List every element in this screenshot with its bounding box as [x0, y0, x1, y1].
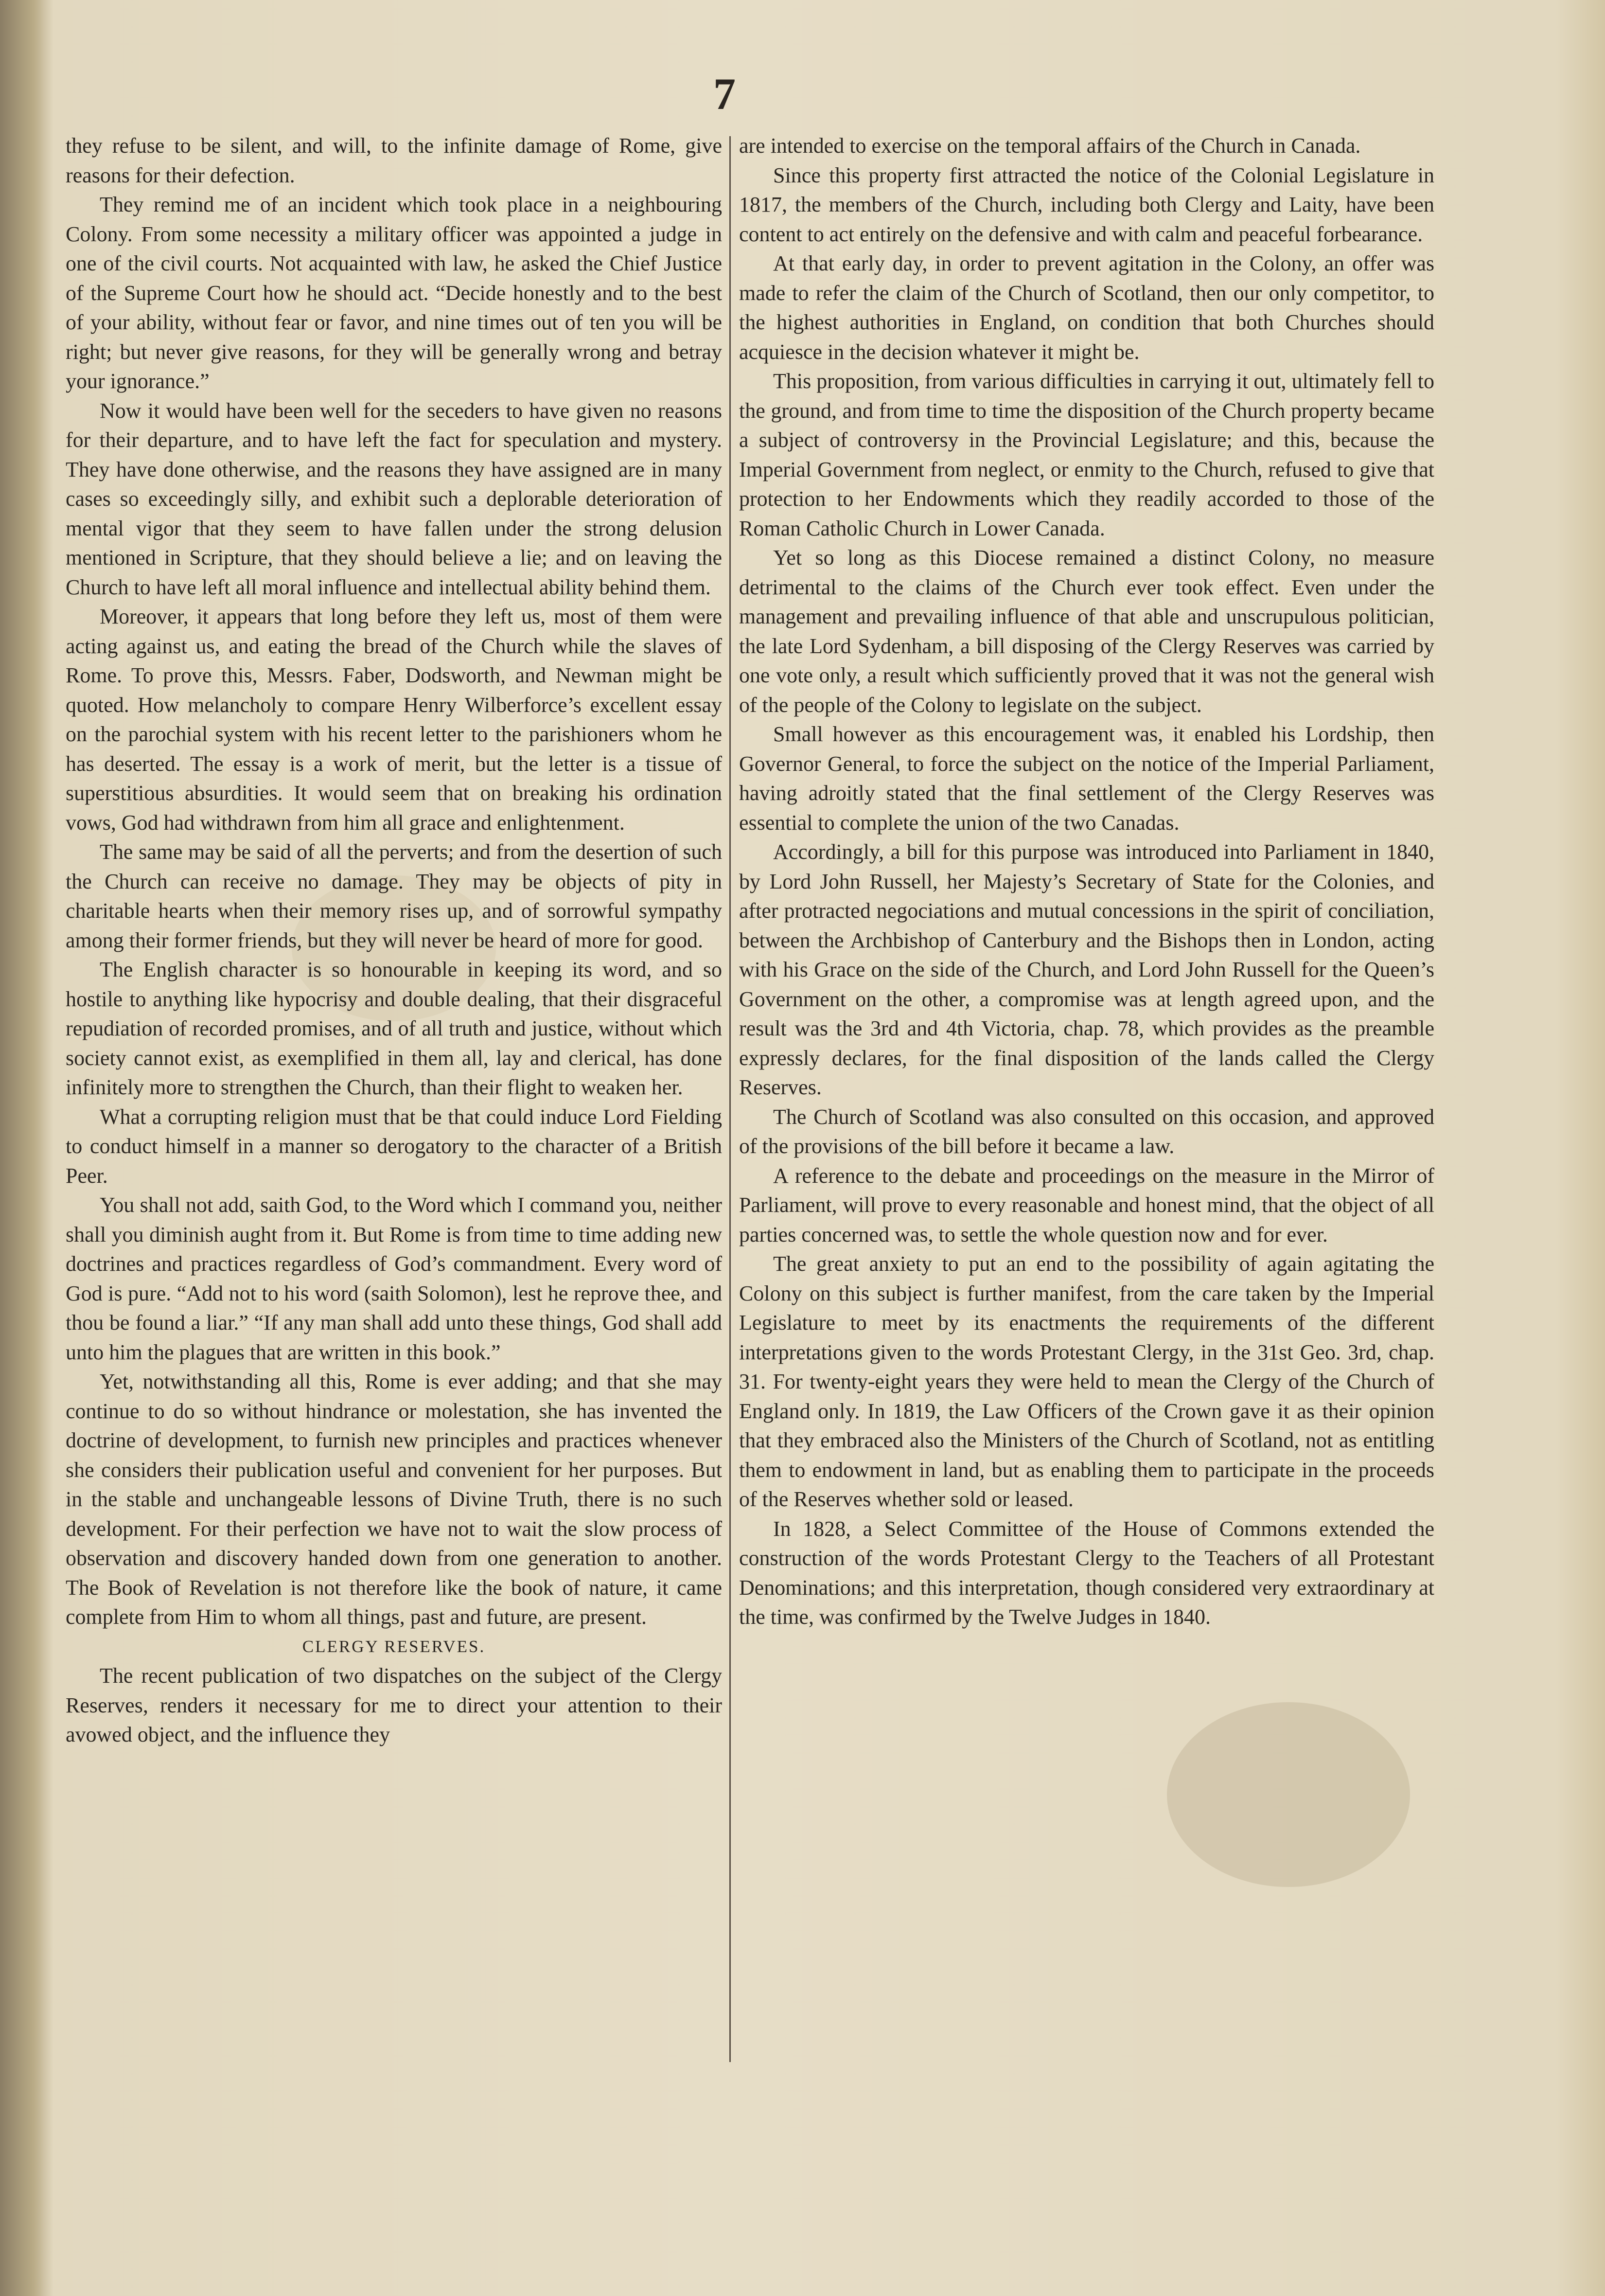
paragraph: The great anxiety to put an end to the possibility of again agitating the Colony on this subject is further manifest, from the care taken by the Imperial Legislature to meet by its enactments the requirements of the different interpretations given to the words Protestant Clergy, in the 31st Geo. 3rd, chap. 31. For twenty-eight years they were held to mean the Clergy of the Church of England only. In 1819, the Law Officers of the Crown gave it as their opinion that they embraced also the Ministers of the Church of Scotland, not as entitling them to endowment in land, but as enabling them to participate in the proceeds of the Reserves whether sold or leased.	[739, 1252, 1434, 1511]
paragraph: At that early day, in order to prevent agitation in the Colony, an offer was made to refer the claim of the Church of Scotland, then our only competitor, to the highest authorities in England, on condition that both Churches should acquiesce in the decision whatever it might be.	[739, 251, 1434, 364]
left-column	[66, 131, 722, 1750]
paragraph: they refuse to be silent, and will, to the infinite damage of Rome, give reasons for their defection.	[66, 134, 722, 187]
paragraph: Moreover, it appears that long before they left us, most of them were acting against us, and eating the bread of the Church while the slaves of Rome. To prove this, Messrs. Faber, Dodsworth, and Newman might be quoted. How melancholy to compare Henry Wilberforce’s excellent essay on the parochial system with his recent letter to the parishioners whom he has deserted. The essay is a work of merit, but the letter is a tissue of superstitious absurdities. It would seem that on breaking his ordination vows, God had withdrawn from him all grace and enlightenment.	[66, 605, 722, 835]
right-column	[739, 131, 1434, 1632]
paragraph: You shall not add, saith God, to the Word which I command you, neither shall you diminish aught from it. But Rome is from time to time adding new doctrines and practices regardless of God’s commandment. Every word of God is pure. “Add not to his word (saith Solomon), lest he reprove thee, and thou be found a liar.” “If any man shall add unto these things, God shall add unto him the plagues that are written in this book.”	[66, 1193, 722, 1364]
paragraph: This proposition, from various difficulties in carrying it out, ultimately fell to the ground, and from time to time the disposition of the Church property became a subject of controversy in the Provincial Legislature; and this, because the Imperial Government from neglect, or enmity to the Church, refused to give that protection to her Endowments which they readily accorded to those of the Roman Catholic Church in Lower Canada.	[739, 369, 1434, 540]
paper-stain	[1167, 1702, 1410, 1887]
paragraph: are intended to exercise on the temporal affairs of the Church in Canada.	[739, 134, 1361, 158]
paragraph: Yet, notwithstanding all this, Rome is ever adding; and that she may continue to do so without hindrance or molestation, she has invented the doctrine of development, to furnish new principles and practices whenever she considers their publication useful and convenient for her purposes. But in the stable and unchangeable lessons of Divine Truth, there is no such development. For their perfection we have not to wait the slow process of observation and discovery handed down from one generation to another. The Book of Revelation is not therefore like the book of nature, it came complete from Him to whom all things, past and future, are present.	[66, 1370, 722, 1629]
facing-page-bleed	[2, 115, 31, 2064]
paragraph: In 1828, a Select Committee of the House of Commons extended the construction of the words Protestant Clergy to the Teachers of all Protestant Denominations; and this interpretation, though considered very extraordinary at the time, was confirmed by the Twelve Judges in 1840.	[739, 1516, 1434, 1629]
paragraph: The English character is so honourable in keeping its word, and so hostile to anything like hypocrisy and double dealing, that their disgraceful repudiation of recorded promises, and of all truth and justice, without which society cannot exist, as exemplified in them all, lay and clerical, has done infinitely more to strengthen the Church, than their flight to weaken her.	[66, 958, 722, 1099]
paragraph: Since this property first attracted the notice of the Colonial Legislature in 1817, the members of the Church, including both Clergy and Laity, have been content to act entirely on the defensive and with calm and peaceful forbearance.	[739, 163, 1434, 246]
paragraph: The same may be said of all the perverts; and from the desertion of such the Church can receive no damage. They may be objects of pity in charitable hearts when their memory rises up, and of sorrowful sympathy among their former friends, but they will never be heard of more for good.	[66, 840, 722, 952]
paragraph: Small however as this encouragement was, it enabled his Lordship, then Governor General, to force the subject on the notice of the Imperial Parliament, having adroitly stated that the final settlement of the Clergy Reserves was essential to complete the union of the two Canadas.	[739, 722, 1434, 835]
paragraph: Accordingly, a bill for this purpose was introduced into Parliament in 1840, by Lord John Russell, her Majesty’s Secretary of State for the Colonies, and after protracted negociations and mutual concessions in the spirit of conciliation, between the Archbishop of Canterbury and the Bishops then in London, acting with his Grace on the side of the Church, and Lord John Russell for the Queen’s Government on the other, a compromise was at length agreed upon, and the result was the 3rd and 4th Victoria, chap. 78, which provides as the preamble expressly declares, for the final disposition of the lands called the Clergy Reserves.	[739, 840, 1434, 1099]
paragraph: Yet so long as this Diocese remained a distinct Colony, no measure detrimental to the claims of the Church ever took effect. Even under the management and prevailing influence of that able and unscrupulous politician, the late Lord Sydenham, a bill disposing of the Clergy Reserves was carried by one vote only, a result which sufficiently proved that it was not the general wish of the people of the Colony to legislate on the subject.	[739, 546, 1434, 717]
paragraph: A reference to the debate and proceedings on the measure in the Mirror of Parliament, will prove to every reasonable and honest mind, that the object of all parties concerned was, to settle the whole question now and for ever.	[739, 1163, 1434, 1246]
paragraph: What a corrupting religion must that be that could induce Lord Fielding to conduct himself in a manner so derogatory to the character of a British Peer.	[66, 1104, 722, 1188]
section-heading: CLERGY RESERVES.	[302, 1637, 486, 1656]
paragraph: The Church of Scotland was also consulted on this occasion, and approved of the provisions of the bill before it became a law.	[739, 1104, 1434, 1158]
column-divider	[729, 136, 731, 2062]
paragraph: They remind me of an incident which took place in a neighbouring Colony. From some necessity a military officer was appointed a judge in one of the civil courts. Not acquainted with law, he asked the Chief Justice of the Supreme Court how he should act. “Decide honestly and to the best of your ability, without fear or favor, and nine times out of ten you will be right; but never give reasons, for they will be generally wrong and betray your ignorance.”	[66, 193, 722, 393]
page-number: 7	[713, 69, 736, 119]
paragraph: Now it would have been well for the seceders to have given no reasons for their departure, and to have left the fact for speculation and mystery. They have done otherwise, and the reasons they have assigned are in many cases so exceedingly silly, and exhibit such a deplorable deterioration of mental vigor that they seem to have fallen under the strong delusion mentioned in Scripture, that they should believe a lie; and on leaving the Church to have left all moral influence and intellectual ability behind them.	[66, 398, 722, 599]
paragraph: The recent publication of two dispatches on the subject of the Clergy Reserves, renders it necessary for me to direct your attention to their avowed object, and the influence they	[66, 1664, 722, 1746]
